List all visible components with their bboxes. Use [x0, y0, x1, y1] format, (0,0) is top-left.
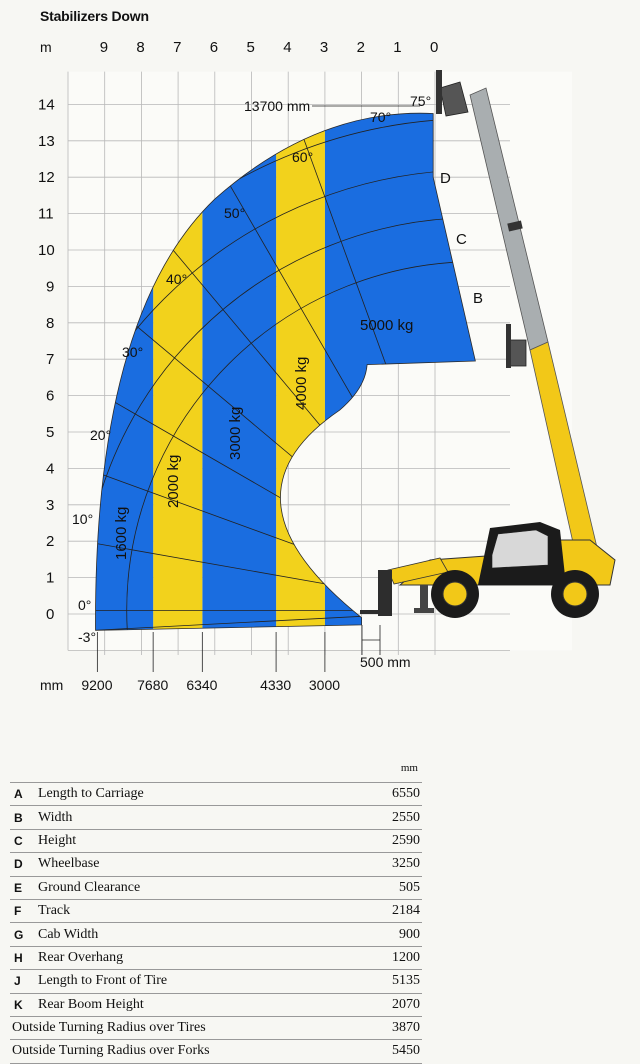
- y-tick-label: 5: [46, 424, 55, 441]
- spec-code: G: [14, 927, 24, 942]
- angle-label: 10°: [72, 511, 94, 527]
- spec-label: Length to Carriage: [38, 786, 144, 802]
- y-tick-label: 6: [46, 387, 55, 405]
- spec-code: D: [14, 857, 23, 872]
- reach-label: 3000: [308, 677, 341, 693]
- spec-row: [10, 947, 422, 970]
- y-tick-label: 4: [46, 460, 55, 478]
- reach-label: 9200: [81, 677, 113, 693]
- spec-unit: mm: [400, 762, 418, 774]
- zone-label: 3000 kg: [227, 406, 244, 460]
- x-tick-label: 7: [173, 39, 182, 56]
- stabilizer-pad: [414, 608, 434, 613]
- x-tick-label: 3: [319, 39, 329, 56]
- extension-label: B: [473, 290, 484, 307]
- spec-row: [10, 900, 422, 923]
- y-tick-label: 11: [38, 205, 54, 223]
- spec-value: 5135: [392, 973, 420, 989]
- extension-label: C: [456, 231, 467, 248]
- y-tick-label: 13: [38, 132, 55, 150]
- x-tick-label: 1: [393, 39, 402, 56]
- spec-value: 505: [399, 879, 420, 895]
- spec-code: B: [14, 810, 23, 825]
- y-tick-label: 14: [38, 96, 55, 114]
- spec-label: Outside Turning Radius over Forks: [12, 1043, 210, 1059]
- fork-offset-label: 500 mm: [360, 654, 411, 670]
- spec-row: [10, 1017, 422, 1040]
- reach-label: 6340: [186, 677, 218, 693]
- spec-row: [10, 782, 422, 806]
- y-tick-label: 2: [46, 533, 55, 551]
- angle-label: 0°: [78, 597, 92, 613]
- spec-row: [10, 853, 422, 876]
- y-tick-label: 12: [38, 169, 55, 187]
- spec-code: C: [14, 833, 23, 848]
- spec-label: Length to Front of Tire: [38, 973, 168, 989]
- x-tick-label: 9: [99, 39, 109, 56]
- spec-row: [10, 830, 422, 853]
- spec-label: Cab Width: [38, 926, 99, 942]
- y-tick-label: 7: [46, 351, 55, 369]
- spec-row: [10, 877, 422, 900]
- spec-code: K: [14, 997, 23, 1012]
- spec-label: Ground Clearance: [38, 879, 141, 895]
- y-tick-label: 1: [46, 569, 55, 587]
- angle-label: 60°: [292, 149, 314, 165]
- spec-label: Rear Overhang: [38, 949, 124, 965]
- spec-value: 3870: [392, 1020, 420, 1036]
- reach-label: 7680: [137, 677, 169, 693]
- spec-label: Wheelbase: [38, 856, 100, 872]
- spec-value: 1200: [392, 949, 420, 965]
- spec-row: [10, 923, 422, 946]
- spec-value: 3250: [392, 856, 420, 872]
- spec-label: Track: [38, 903, 71, 919]
- max-height-label: 13700 mm: [244, 98, 311, 114]
- spec-code: J: [14, 974, 21, 989]
- spec-value: 6550: [392, 786, 420, 802]
- cab-window: [492, 530, 548, 568]
- angle-label: -3°: [78, 629, 97, 645]
- spec-code: E: [14, 880, 23, 895]
- spec-value: 900: [399, 926, 420, 942]
- ground-fork: [360, 610, 390, 614]
- spec-table: [10, 762, 422, 1064]
- y-tick-label: 9: [46, 278, 55, 296]
- wheel-hub: [443, 582, 467, 606]
- spec-label: Rear Boom Height: [38, 996, 144, 1012]
- spec-label: Width: [38, 809, 73, 825]
- ground-carriage: [378, 570, 392, 616]
- x-tick-label: 2: [356, 39, 365, 56]
- x-tick-label: 0: [430, 39, 439, 56]
- angle-label: 20°: [90, 427, 112, 443]
- y-tick-label: 0: [46, 606, 55, 623]
- y-tick-label: 8: [46, 314, 55, 332]
- y-tick-label: 10: [38, 242, 55, 259]
- extension-label: D: [440, 170, 451, 187]
- spec-label: Height: [38, 832, 77, 848]
- reach-label: 4330: [260, 677, 292, 693]
- spec-code: F: [14, 904, 22, 919]
- zone-label: 1600 kg: [113, 506, 130, 560]
- x-tick-label: 6: [209, 39, 219, 56]
- spec-value: 2070: [392, 996, 420, 1012]
- top-fork: [436, 70, 442, 114]
- mid-fork: [506, 324, 511, 368]
- bottom-unit: mm: [40, 677, 64, 693]
- zone-label: 4000 kg: [293, 356, 310, 410]
- zone-label: 2000 kg: [165, 454, 182, 508]
- spec-code: A: [14, 787, 23, 802]
- spec-value: 2184: [392, 903, 420, 919]
- angle-label: 30°: [122, 344, 144, 360]
- spec-value: 5450: [392, 1043, 420, 1059]
- x-tick-label: 5: [246, 39, 255, 56]
- spec-row: [10, 806, 422, 829]
- spec-row: [10, 994, 422, 1017]
- y-tick-label: 3: [46, 496, 55, 514]
- angle-label: 40°: [166, 271, 188, 287]
- x-axis-unit: m: [40, 39, 52, 55]
- mid-carriage: [510, 340, 526, 366]
- x-tick-label: 8: [136, 39, 145, 56]
- spec-label: Outside Turning Radius over Tires: [12, 1020, 206, 1036]
- spec-row: [10, 1040, 422, 1063]
- angle-label: 75°: [410, 93, 432, 109]
- spec-value: 2550: [392, 809, 420, 825]
- spec-value: 2590: [392, 832, 420, 848]
- wheel-hub: [563, 582, 587, 606]
- angle-label: 70°: [370, 109, 392, 125]
- spec-row: [10, 970, 422, 993]
- angle-label: 50°: [224, 205, 246, 221]
- zone-label: 5000 kg: [360, 317, 414, 334]
- diagram-title: Stabilizers Down: [40, 8, 149, 24]
- spec-code: H: [14, 950, 23, 965]
- x-tick-label: 4: [283, 39, 292, 56]
- stabilizer-leg: [420, 585, 428, 609]
